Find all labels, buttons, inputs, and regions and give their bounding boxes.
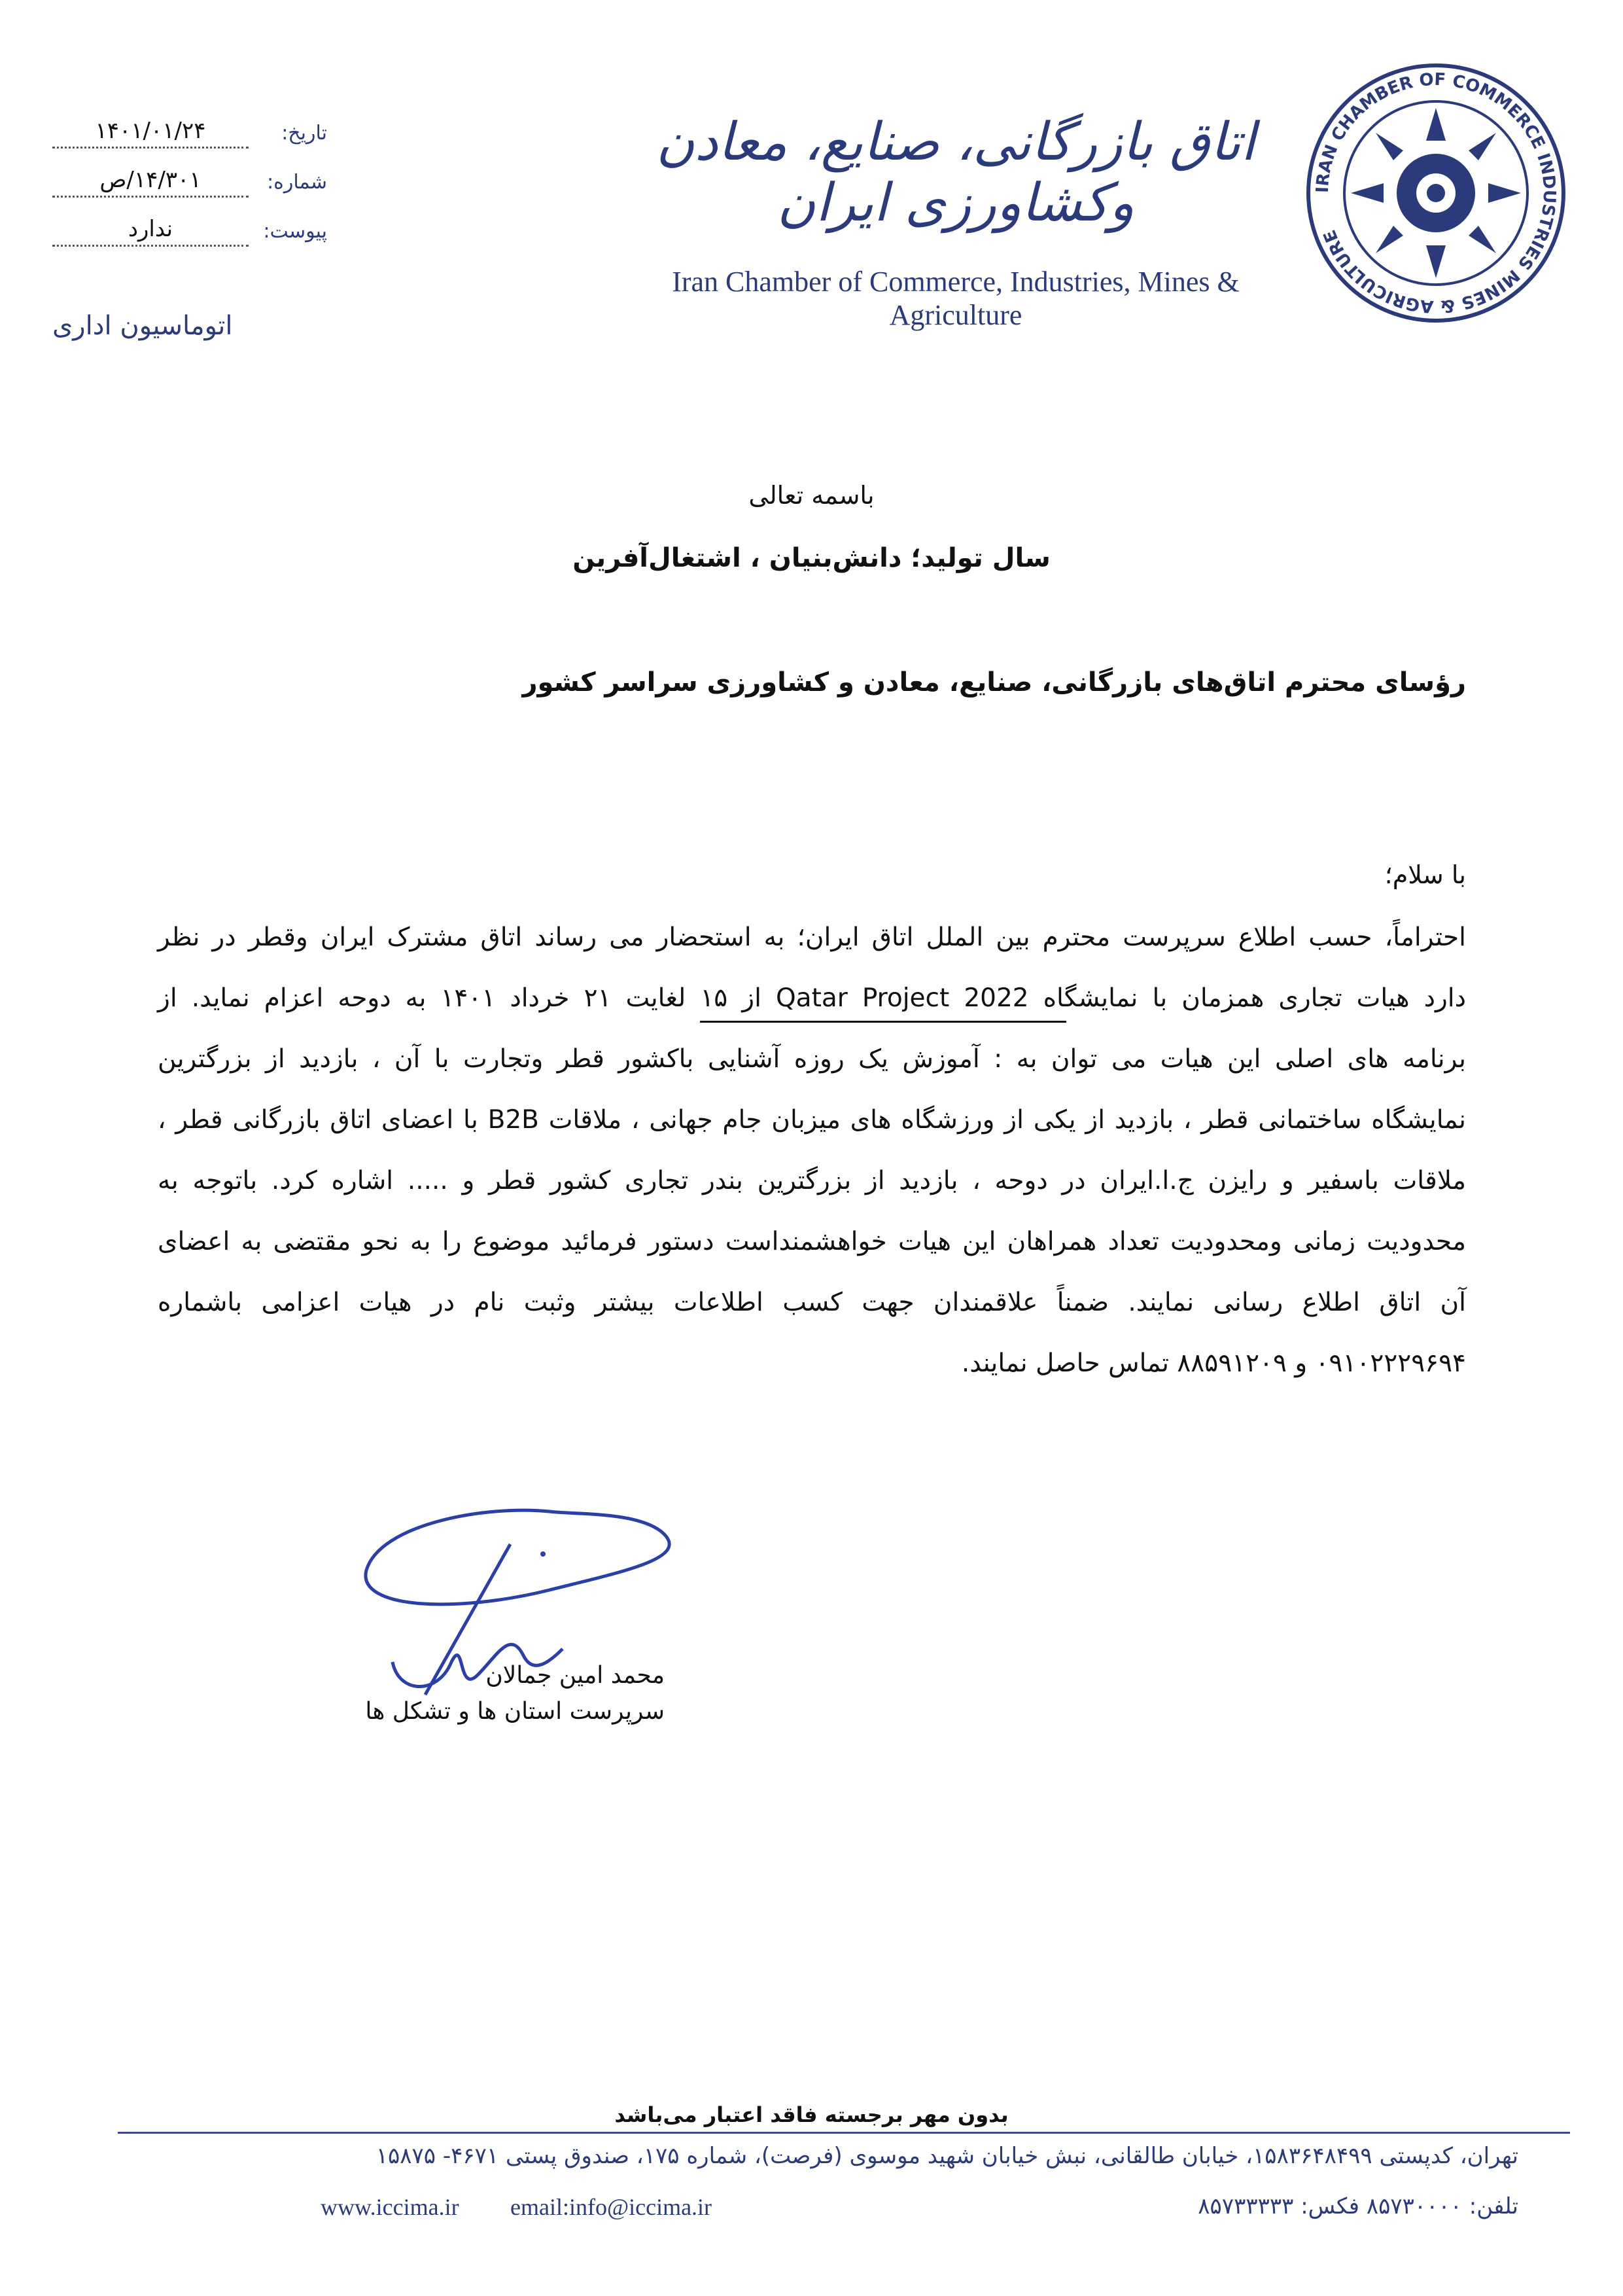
signatory-title: سرپرست استان ها و تشکل ها <box>365 1698 665 1725</box>
signatory-name: محمد امین جمالان <box>485 1662 665 1689</box>
footer-divider <box>118 2132 1570 2134</box>
greeting: با سلام؛ <box>1384 860 1466 889</box>
attachment-value: ندارد <box>52 216 249 247</box>
body-line: احتراماً، حسب اطلاع سرپرست محترم بین الملل اتاق ایران؛ به استحضار می رساند اتاق مشترک ایران وقطر در نظر <box>158 923 1466 952</box>
footer-website-link[interactable]: www.iccima.ir <box>321 2194 459 2220</box>
body-line: آن اتاق اطلاع رسانی نمایند. ضمناً علاقمندان جهت کسب اطلاعات بیشتر وثبت نام در هیات اعزامی باشماره <box>158 1288 1466 1317</box>
date-label: تاریخ: <box>281 122 327 145</box>
seal-notice: بدون مهر برجسته فاقد اعتبار می‌باشد <box>614 2102 1009 2127</box>
chamber-logo-icon <box>1305 62 1567 324</box>
recipient: رؤسای محترم اتاق‌های بازرگانی، صنایع، معادن و کشاورزی سراسر کشور <box>522 667 1466 698</box>
number-value: ۱۴/۳۰۱/ص <box>52 167 249 198</box>
footer-phone-fax: تلفن: ۸۵۷۳۰۰۰۰ فکس: ۸۵۷۳۳۳۳۳ <box>1198 2193 1518 2219</box>
basmala: باسمه تعالی <box>748 481 875 510</box>
attachment-label: پیوست: <box>263 220 327 243</box>
letterhead-title-fa: اتاق بازرگانی، صنایع، معادن وکشاورزی ایران <box>656 111 1255 233</box>
year-slogan: سال تولید؛ دانش‌بنیان ، اشتغال‌آفرین <box>572 543 1051 573</box>
body-line: نمایشگاه ساختمانی قطر ، بازدید از یکی از ورزشگاه های میزبان جام جهانی ، ملاقات B2B با اعضای اتاق بازرگانی قطر ، <box>158 1105 1466 1135</box>
number-row <box>39 167 327 206</box>
date-value: ۱۴۰۱/۰۱/۲۴ <box>52 118 249 149</box>
attachment-row <box>39 216 327 255</box>
number-label: شماره: <box>267 171 327 194</box>
footer-address: تهران، کدپستی ۱۵۸۳۶۴۸۴۹۹، خیابان طالقانی، نبش خیابان شهید موسوی (فرصت)، شماره ۱۷۵، صندوق پستی ۴۶۷۱- ۱۵۸۷۵ <box>375 2143 1518 2169</box>
body-line: برنامه های اصلی این هیات می توان به : آموزش یک روزه آشنایی باکشور قطر وتجارت با آن ، بازدید از بزرگترین <box>158 1044 1466 1074</box>
body-line: محدودیت زمانی ومحدودیت تعداد همراهان این هیات خواهشمنداست دستور فرمائید موضوع را به نحو مقتضی به اعضای <box>158 1227 1466 1256</box>
body-line: دارد هیات تجاری همزمان با نمایشگاه Qatar Project 2022 از ۱۵ لغایت ۲۱ خرداد ۱۴۰۱ به دوحه اعزام نماید. از <box>158 983 1467 1013</box>
department-label: اتوماسیون اداری <box>52 311 233 341</box>
date-range-underline <box>700 1021 1066 1023</box>
footer-email-link[interactable]: email:info@iccima.ir <box>510 2194 712 2220</box>
body-line: ملاقات باسفیر و رایزن ج.ا.ایران در دوحه ، بازدید از بزرگترین بندر تجاری کشور قطر و ..... اشاره کرد. باتوجه به <box>158 1166 1466 1195</box>
letterhead-title-en: Iran Chamber of Commerce, Industries, Mines & Agriculture <box>672 266 1240 331</box>
date-row <box>39 118 327 157</box>
body-line: ۰۹۱۰۲۲۲۹۶۹۴ و ۸۸۵۹۱۲۰۹ تماس حاصل نمایند. <box>961 1349 1466 1378</box>
svg-text:IRAN CHAMBER OF COMMERCE INDUS: IRAN CHAMBER OF COMMERCE INDUSTRIES MINES & AGRICULTURE <box>1312 69 1560 317</box>
